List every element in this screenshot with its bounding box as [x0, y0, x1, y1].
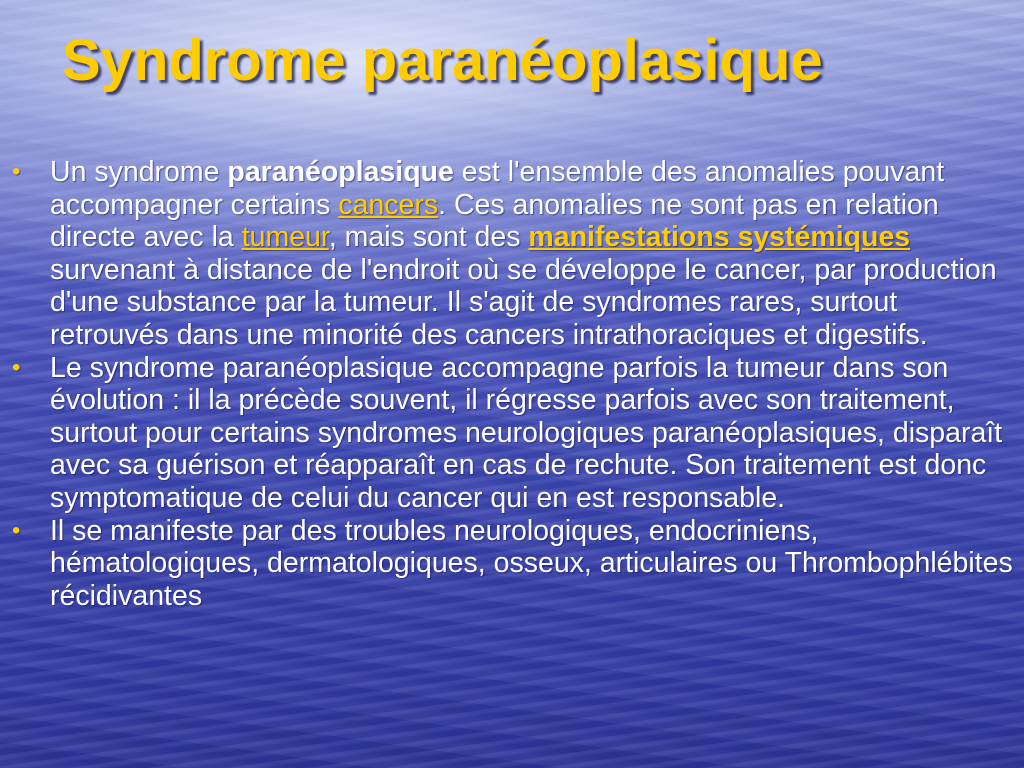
bullet-list [10, 156, 1014, 612]
bullet-item-definition [10, 156, 1014, 352]
bold-term-paraneoplasique: paranéoplasique [227, 156, 454, 188]
bullet-dot-icon: • [12, 353, 21, 381]
bullet-dot-icon: • [12, 516, 21, 544]
slide-title: Syndrome paranéoplasique [62, 28, 823, 93]
bullet-text-part: survenant à distance de l'endroit où se développe le cancer, par production d'une substance par la tumeur. Il s'agit de syndromes rares, surtout retrouvés dans une minorité des cancers intrathoraciques et digestifs. [50, 253, 997, 351]
bullet-text-part: , mais sont des [328, 221, 529, 254]
bullet-item-evolution [10, 352, 1014, 515]
link-manifestations-systemiques[interactable]: manifestations systémiques [528, 221, 911, 254]
bullet-text: Il se manifeste par des troubles neurologiques, endocriniens, hématologiques, dermatologiques, osseux, articulaires ou Thrombophlébites récidivantes [50, 514, 1013, 612]
bullet-text-part: est l'ensemble des anomalies pouvant accompagner certains [50, 156, 945, 221]
link-tumeur[interactable]: tumeur [241, 221, 329, 254]
link-cancers[interactable]: cancers [338, 188, 439, 221]
bullet-item-manifestations [10, 515, 1014, 613]
bullet-text: Le syndrome paranéoplasique accompagne parfois la tumeur dans son évolution : il la précède souvent, il régresse parfois avec son traitement, surtout pour certains syndromes neurologiques paranéoplasiques, disparaît avec sa guérison et réapparaît en cas de rechute. Son traitement est donc symptomatique de celui du cancer qui en est responsable. [50, 351, 1003, 514]
bullet-dot-icon: • [12, 158, 21, 185]
bullet-text-part: . Ces anomalies ne sont pas en relation directe avec la [50, 188, 939, 254]
bullet-text-part: Un syndrome [50, 156, 228, 188]
